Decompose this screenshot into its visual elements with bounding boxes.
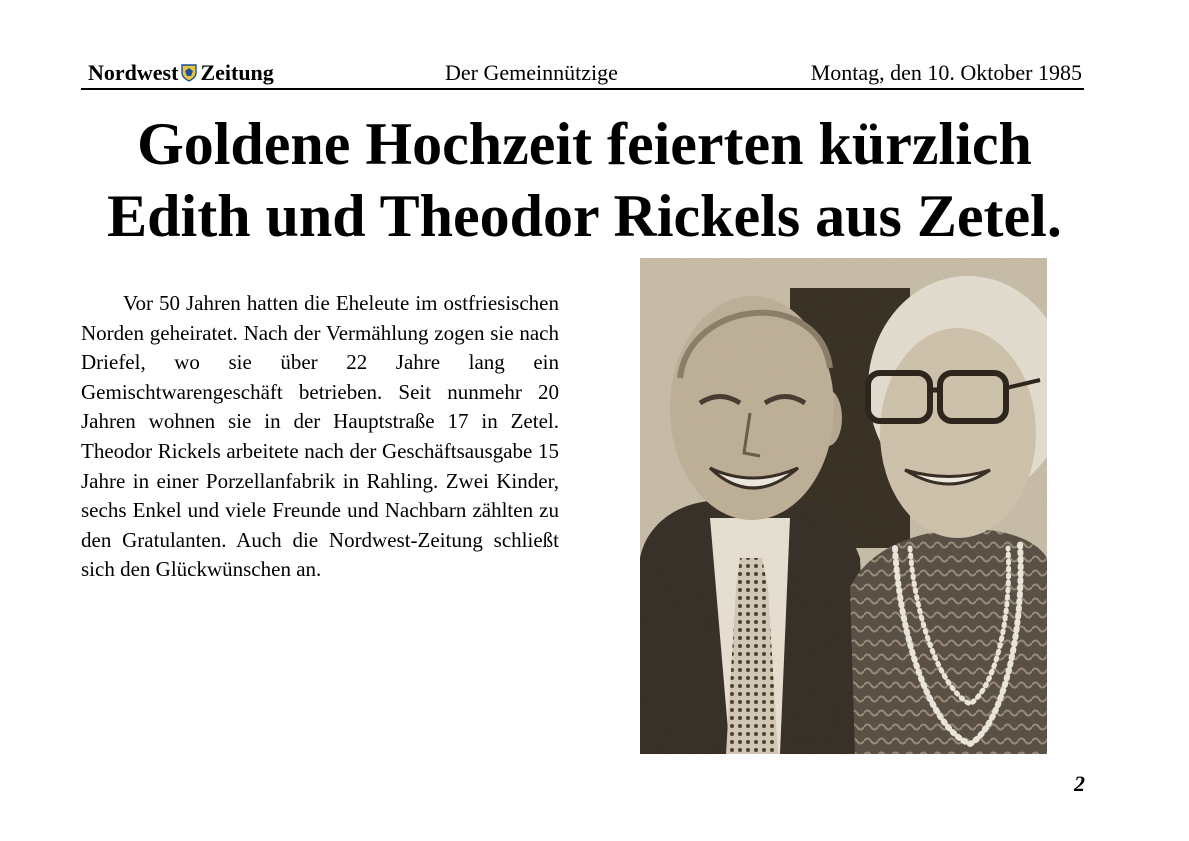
section-title: Der Gemeinnützige: [445, 60, 618, 85]
article-body: Vor 50 Jahren hatten die Eheleute im ostfriesischen Norden geheiratet. Nach der Vermählung zogen sie nach Driefel, wo sie über 22 Jahre lang ein Gemischtwarengeschäft betrieben. Seit nunmehr 20 Jahren wohnen sie in der Hauptstraße 17 in Zetel. Theodor Rickels arbeitete nach der Geschäftsausgabe 15 Jahre in einer Porzellanfabrik in Rahling. Zwei Kinder, sechs Enkel und viele Freunde und Nachbarn zählten zu den Gratulanten. Auch die Nordwest-Zeitung schließt sich den Glückwünschen an.: [81, 291, 559, 582]
headline-line-1: Goldene Hochzeit feierten kürzlich: [137, 111, 1032, 177]
crest-icon: [181, 64, 197, 82]
newspaper-brand: [88, 60, 274, 86]
couple-photo: [640, 258, 1047, 754]
brand-name-left: Nordwest: [88, 60, 179, 85]
page-number: 2: [1074, 771, 1085, 796]
headline: [40, 108, 1129, 252]
issue-date: Montag, den 10. Oktober 1985: [810, 60, 1082, 85]
headline-line-2: Edith und Theodor Rickels aus Zetel.: [107, 183, 1062, 249]
brand-name-right: Zeitung: [200, 60, 274, 85]
masthead: [81, 58, 1084, 90]
